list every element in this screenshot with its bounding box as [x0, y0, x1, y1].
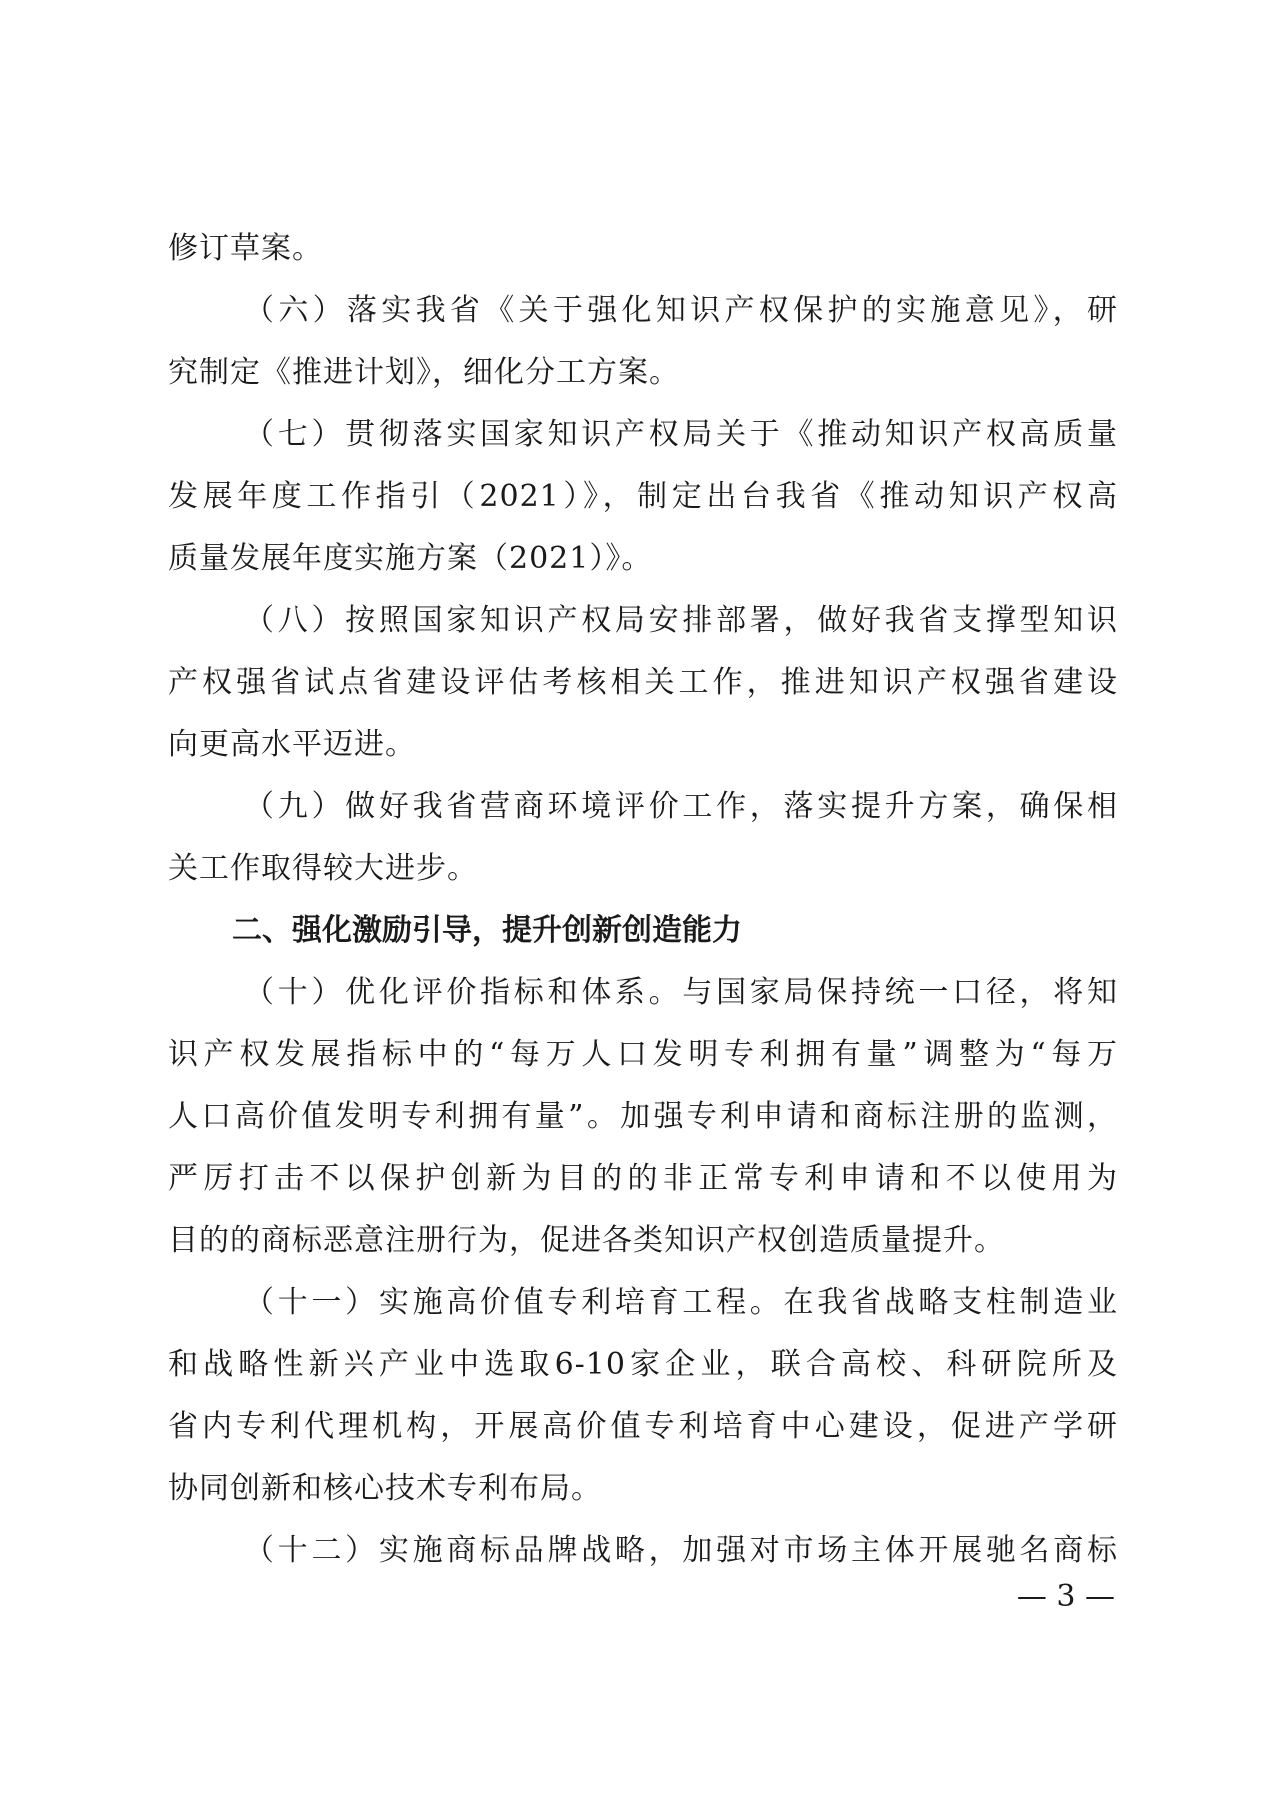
- text-line: 质量发展年度实施方案（2021）》。: [168, 541, 653, 576]
- text-line: （十二）实施商标品牌战略，加强对市场主体开展驰名商标: [244, 1533, 1118, 1568]
- text-line: （九）做好我省营商环境评价工作，落实提升方案，确保相: [244, 789, 1118, 824]
- text-line: 协同创新和核心技术专利布局。: [168, 1471, 602, 1506]
- text-line: 人口高价值发明专利拥有量”。加强专利申请和商标注册的监测，: [168, 1099, 1118, 1134]
- text-line: 向更高水平迈进。: [168, 727, 416, 762]
- text-line: （十一）实施高价值专利培育工程。在我省战略支柱制造业: [244, 1285, 1118, 1320]
- document-body: [168, 218, 1118, 1582]
- page-number: — 3 —: [1016, 1579, 1115, 1614]
- text-line: （六）落实我省《关于强化知识产权保护的实施意见》，研: [244, 293, 1118, 328]
- text-line: 和战略性新兴产业中选取6-10家企业，联合高校、科研院所及: [168, 1347, 1118, 1382]
- text-line: （十）优化评价指标和体系。与国家局保持统一口径，将知: [244, 975, 1118, 1010]
- text-line: 目的的商标恶意注册行为，促进各类知识产权创造质量提升。: [168, 1223, 1005, 1258]
- text-line: 关工作取得较大进步。: [168, 851, 478, 886]
- text-line: 修订草案。: [168, 231, 323, 266]
- text-line: （七）贯彻落实国家知识产权局关于《推动知识产权高质量: [244, 417, 1118, 452]
- text-line: 严厉打击不以保护创新为目的的非正常专利申请和不以使用为: [168, 1161, 1118, 1196]
- text-line: 究制定《推进计划》，细化分工方案。: [168, 355, 680, 390]
- text-line: 产权强省试点省建设评估考核相关工作，推进知识产权强省建设: [168, 665, 1118, 700]
- text-line: 发展年度工作指引（2021）》，制定出台我省《推动知识产权高: [168, 479, 1118, 514]
- text-line: （八）按照国家知识产权局安排部署，做好我省支撑型知识: [244, 603, 1118, 638]
- text-line: 省内专利代理机构，开展高价值专利培育中心建设，促进产学研: [168, 1409, 1118, 1444]
- text-line: 识产权发展指标中的“每万人口发明专利拥有量”调整为“每万: [168, 1037, 1118, 1072]
- section-heading: 二、强化激励引导，提升创新创造能力: [232, 913, 742, 948]
